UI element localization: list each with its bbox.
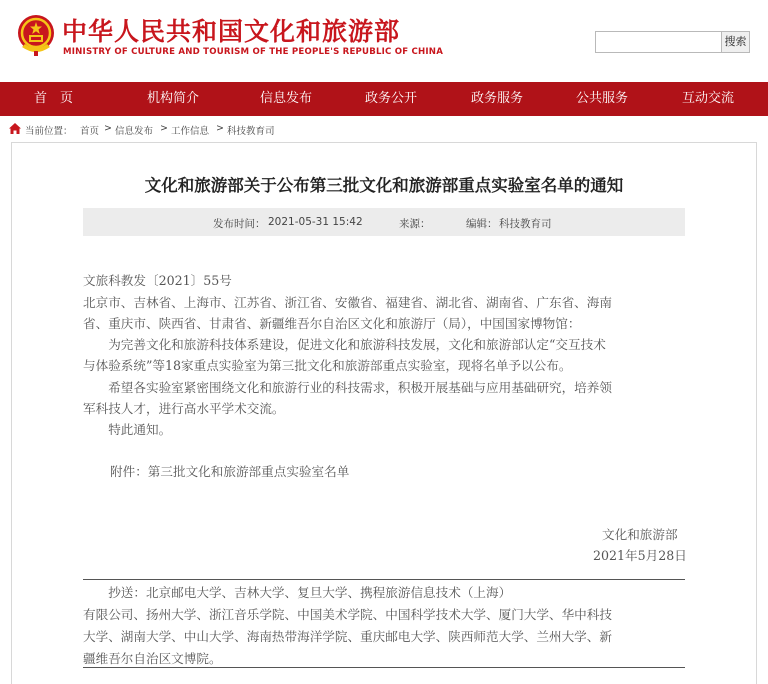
breadcrumb: [0, 118, 768, 140]
cc-line: 大学、湖南大学、中山大学、海南热带海洋学院、重庆邮电大学、陕西师范大学、兰州大学、新: [83, 629, 612, 644]
signature-date: 2021年5月28日: [593, 548, 687, 563]
editor-label: 编辑：: [466, 218, 498, 230]
breadcrumb-separator: >: [104, 123, 112, 134]
main-nav: [0, 82, 768, 116]
nav-item-public-services[interactable]: 公共服务: [576, 91, 629, 106]
body-line: 特此通知。: [83, 422, 172, 437]
site-title-cn[interactable]: 中华人民共和国文化和旅游部: [62, 17, 401, 46]
nav-item-home[interactable]: 首 页: [34, 91, 74, 106]
source-label: 来源：: [399, 218, 431, 230]
cc-top-rule: [83, 579, 685, 580]
breadcrumb-item-home[interactable]: 首页: [80, 126, 100, 137]
body-line: 为完善文化和旅游科技体系建设，促进文化和旅游科技发展，文化和旅游部认定“交互技术: [83, 337, 606, 352]
article-title: 文化和旅游部关于公布第三批文化和旅游部重点实验室名单的通知: [144, 176, 624, 195]
body-line: 军科技人才，进行高水平学术交流。: [83, 401, 285, 416]
body-line: 与体验系统”等18家重点实验室为第三批文化和旅游部重点实验室，现将名单予以公布。: [83, 358, 572, 373]
cc-line: 抄送：北京邮电大学、吉林大学、复旦大学、携程旅游信息技术（上海）: [83, 585, 512, 600]
search-input[interactable]: [595, 31, 722, 53]
cc-line: 有限公司、扬州大学、浙江音乐学院、中国美术学院、中国科学技术大学、厦门大学、华中科技: [83, 607, 612, 622]
home-icon: [9, 123, 21, 134]
doc-number: 文旅科教发〔2021〕55号: [83, 273, 232, 288]
site-title-en: MINISTRY OF CULTURE AND TOURISM OF THE PEOPLE'S REPUBLIC OF CHINA: [63, 47, 444, 57]
body-line: 省、重庆市、陕西省、甘肃省、新疆维吾尔自治区文化和旅游厅（局），中国国家博物馆：: [83, 316, 581, 331]
nav-item-news[interactable]: 信息发布: [260, 91, 313, 106]
breadcrumb-item-work-info[interactable]: 工作信息: [171, 126, 210, 137]
nav-item-interaction[interactable]: 互动交流: [682, 91, 735, 106]
publish-time-label: 发布时间：: [213, 218, 266, 230]
nav-item-gov-affairs[interactable]: 政务公开: [365, 91, 418, 106]
article-meta-bar: [83, 208, 685, 236]
breadcrumb-prefix: 当前位置：: [25, 126, 73, 137]
breadcrumb-separator: >: [216, 123, 224, 134]
nav-item-gov-services[interactable]: 政务服务: [471, 91, 524, 106]
breadcrumb-separator: >: [160, 123, 168, 134]
editor-value: 科技教育司: [499, 218, 552, 230]
signature-org: 文化和旅游部: [602, 527, 678, 542]
site-header: [0, 0, 768, 82]
cc-bottom-rule: [83, 667, 685, 668]
body-line: 希望各实验室紧密围绕文化和旅游行业的科技需求，积极开展基础与应用基础研究，培养领: [83, 380, 612, 395]
breadcrumb-item-news[interactable]: 信息发布: [115, 126, 154, 137]
national-emblem-icon[interactable]: [16, 13, 56, 57]
nav-item-about[interactable]: 机构简介: [147, 91, 200, 106]
cc-line: 疆维吾尔自治区文博院。: [83, 651, 222, 666]
publish-time-value: 2021-05-31 15:42: [268, 216, 363, 228]
body-line: 北京市、吉林省、上海市、江苏省、浙江省、安徽省、福建省、湖北省、湖南省、广东省、海南: [83, 295, 612, 310]
breadcrumb-item-department[interactable]: 科技教育司: [227, 126, 275, 137]
attachment-link[interactable]: 附件：第三批文化和旅游部重点实验室名单: [110, 464, 350, 479]
search-button[interactable]: 搜索: [721, 31, 750, 53]
